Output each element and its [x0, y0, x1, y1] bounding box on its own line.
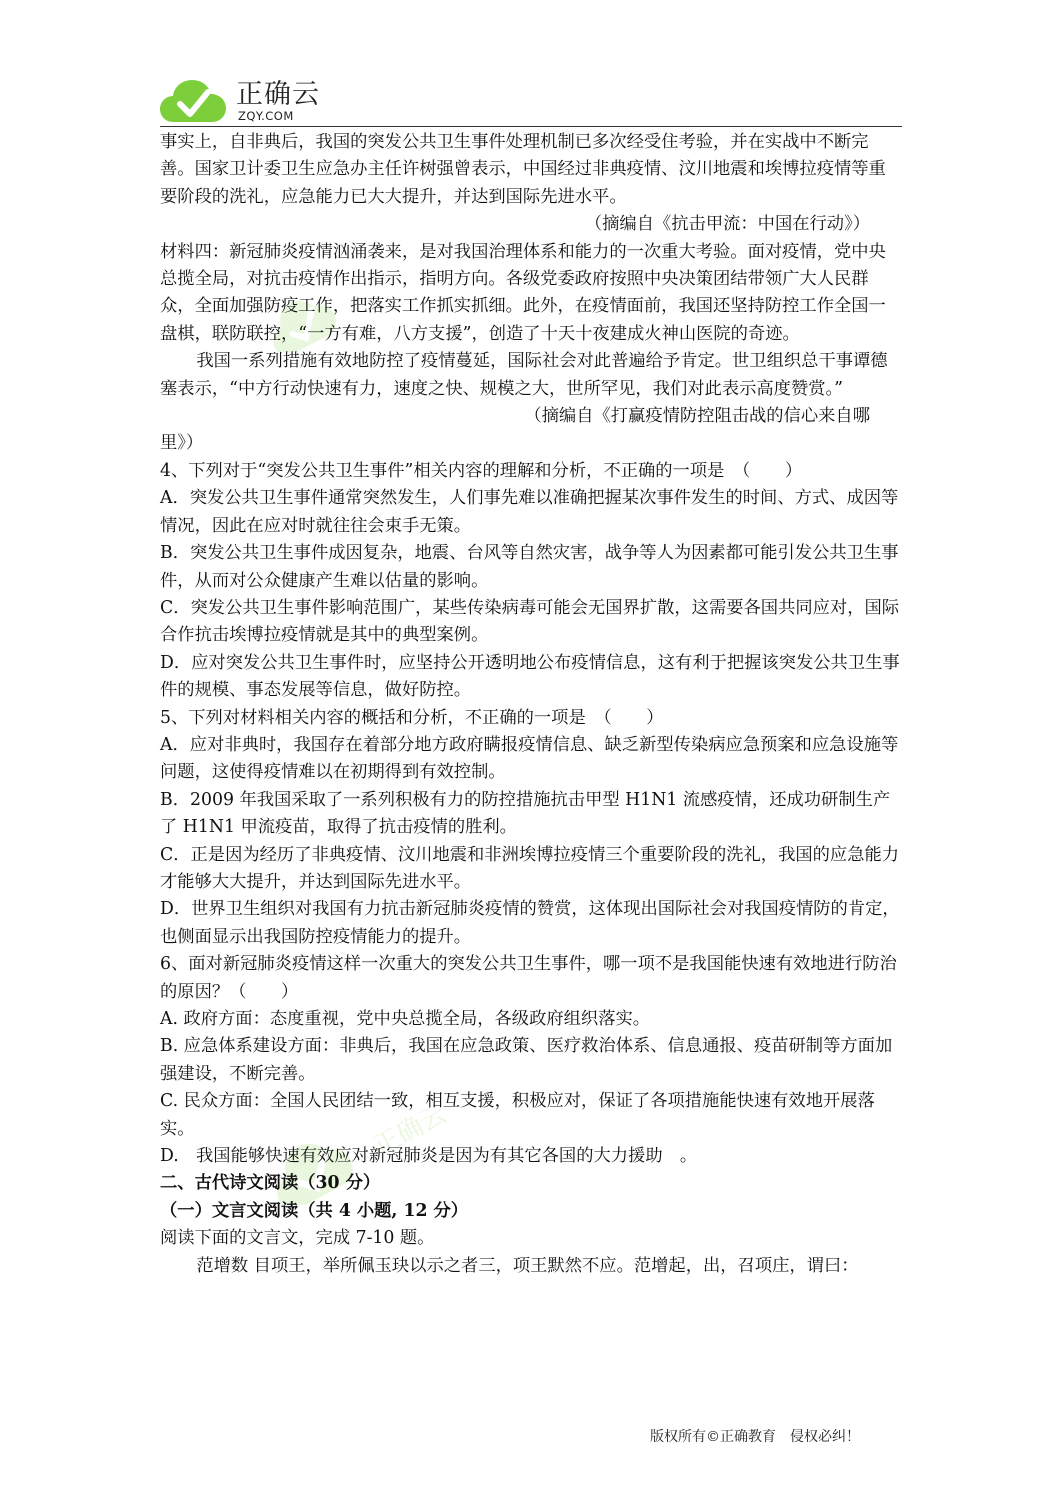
option-b: B．2009 年我国采取了一系列积极有力的防控措施抗击甲型 H1N1 流感疫情，还成功研制生产了 H1N1 甲流疫苗，取得了抗击疫情的胜利。 — [160, 789, 891, 838]
cloud-check-logo-icon — [160, 78, 232, 124]
option-d: D．应对突发公共卫生事件时，应坚持公开透明地公布疫情信息，这有利于把握该突发公共卫生事件的规模、事态发展等信息，做好防控。 — [160, 652, 900, 701]
paragraph: 材料四：新冠肺炎疫情汹涌袭来，是对我国治理体系和能力的一次重大考验。面对疫情，党中央总揽全局，对抗击疫情作出指示，指明方向。各级党委政府按照中央决策团结带领广大人民群众，全面加强防疫工作，把落实工作抓实抓细。此外，在疫情面前，我国还坚持防控工作全国一盘棋，联防联控，“一方有难，八方支援”，创造了十天十夜建成火神山医院的奇迹。 — [160, 241, 886, 344]
question-4: 4、下列对于“突发公共卫生事件”相关内容的理解和分析，不正确的一项是 （ ） — [160, 460, 803, 481]
brand-domain: ZQY.COM — [238, 109, 294, 123]
header-divider — [160, 126, 902, 127]
option-d: D. 我国能够快速有效应对新冠肺炎是因为有其它各国的大力援助 。 — [160, 1146, 698, 1167]
source-citation: （摘编自《抗击甲流：中国在行动》） — [584, 214, 870, 235]
option-c: C. 民众方面：全国人民团结一致，相互支援，积极应对，保证了各项措施能快速有效地开展落实。 — [160, 1091, 875, 1139]
section-heading: 二、古代诗文阅读（30 分） — [160, 1173, 381, 1194]
option-d: D．世界卫生组织对我国有力抗击新冠肺炎疫情的赞赏，这体现出国际社会对我国疫情防的肯定，也侧面显示出我国防控疫情能力的提升。 — [160, 899, 900, 947]
brand-name: 正确云 — [236, 79, 320, 110]
paragraph: 事实上，自非典后，我国的突发公共卫生事件处理机制已多次经受住考验，并在实战中不断完善。国家卫计委卫生应急办主任许树强曾表示，中国经过非典疫情、汶川地震和埃博拉疫情等重要阶段的洗礼，应急能力已大大提升，并达到国际先进水平。 — [160, 132, 886, 207]
footer-copyright: 版权所有©正确教育 侵权必纠！ — [650, 1429, 860, 1445]
passage-text: 范增数 目项王，举所佩玉玦以示之者三，项王默然不应。范增起，出，召项庄，谓曰： — [196, 1255, 859, 1276]
instructions: 阅读下面的文言文，完成 7-10 题。 — [160, 1228, 435, 1249]
paragraph: 我国一系列措施有效地防控了疫情蔓延，国际社会对此普遍给予肯定。世卫组织总干事谭德塞表示，“中方行动快速有力，速度之快、规模之大，世所罕见，我们对此表示高度赞赏。” — [160, 351, 888, 399]
option-a: A．突发公共卫生事件通常突然发生，人们事先难以准确把握某次事件发生的时间、方式、成因等情况，因此在应对时就往往会束手无策。 — [160, 488, 899, 536]
option-c: C．正是因为经历了非典疫情、汶川地震和非洲埃博拉疫情三个重要阶段的洗礼，我国的应急能力才能够大大提升，并达到国际先进水平。 — [160, 844, 900, 892]
page-header — [160, 78, 902, 126]
question-6: 6、面对新冠肺炎疫情这样一次重大的突发公共卫生事件，哪一项不是我国能快速有效地进行防治的原因？（ ） — [160, 954, 897, 1002]
source-citation: （摘编自《打赢疫情防控阻击战的信心来自哪 — [524, 406, 870, 427]
option-c: C．突发公共卫生事件影响范围广，某些传染病毒可能会无国界扩散，这需要各国共同应对，国际合作抗击埃博拉疫情就是其中的典型案例。 — [160, 597, 900, 646]
option-a: A. 政府方面：态度重视，党中央总揽全局，各级政府组织落实。 — [160, 1009, 651, 1029]
option-a: A．应对非典时，我国存在着部分地方政府瞒报疫情信息、缺乏新型传染病应急预案和应急设施等问题，这使得疫情难以在初期得到有效控制。 — [160, 734, 899, 783]
option-b: B. 应急体系建设方面：非典后，我国在应急政策、医疗救治体系、信息通报、疫苗研制等方面加强建设，不断完善。 — [160, 1036, 893, 1084]
watermark-text: 正确云 — [368, 1099, 452, 1163]
subsection-heading: （一）文言文阅读（共 4 小题, 12 分） — [160, 1200, 469, 1221]
source-citation-continued: 里》） — [160, 433, 204, 454]
option-b: B．突发公共卫生事件成因复杂，地震、台风等自然灾害，战争等人为因素都可能引发公共卫生事件，从而对公众健康产生难以估量的影响。 — [160, 543, 899, 591]
question-5: 5、下列对材料相关内容的概括和分析，不正确的一项是 （ ） — [160, 707, 664, 728]
document-body — [160, 129, 902, 1280]
